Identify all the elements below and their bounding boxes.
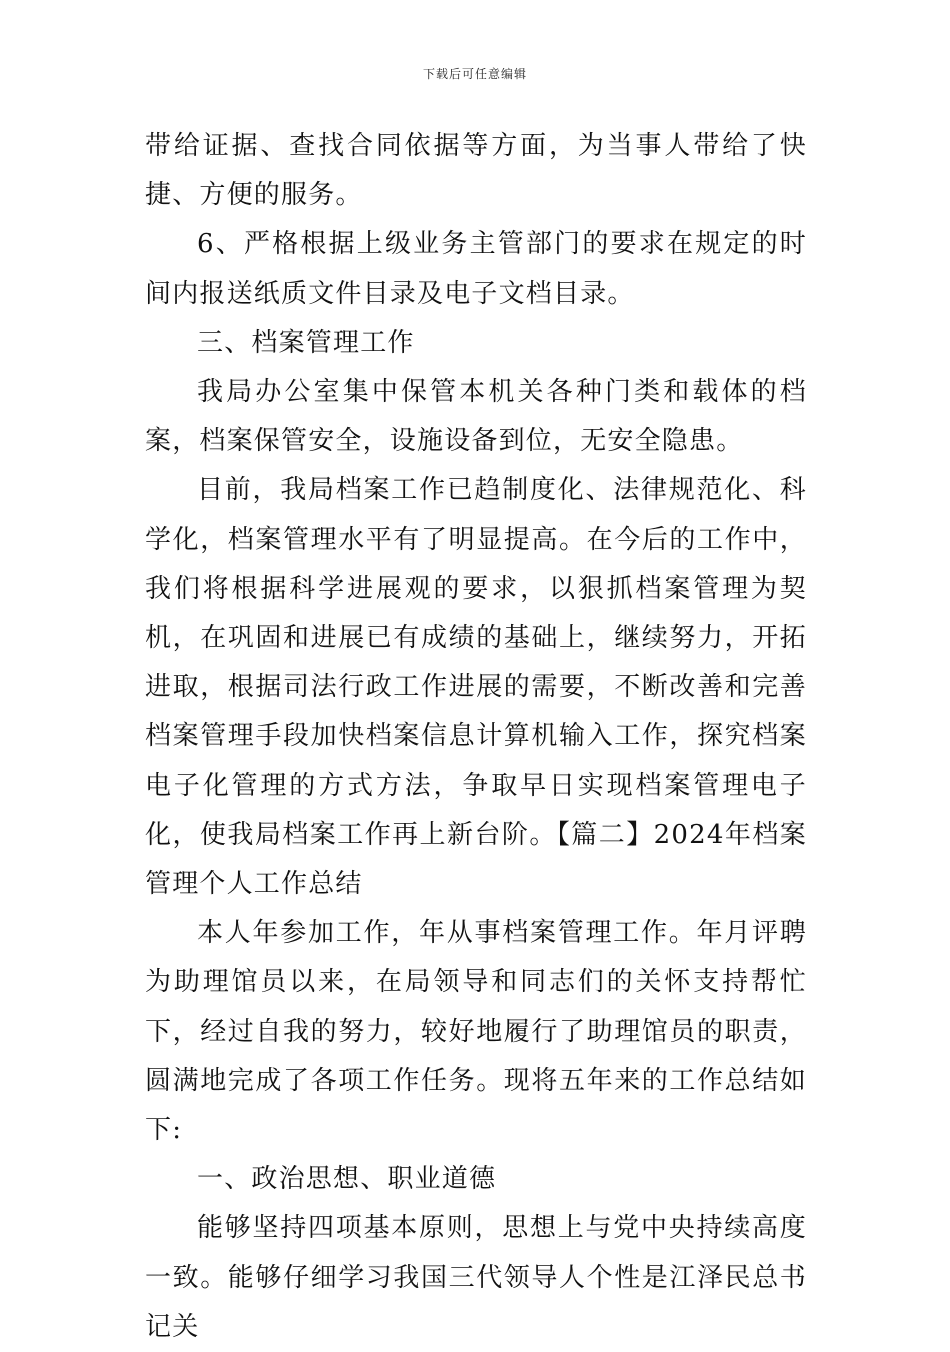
paragraph: 我局办公室集中保管本机关各种门类和载体的档案，档案保管安全，设施设备到位，无安全隐患。 [145,377,807,457]
page-header: 下载后可任意编辑 [422,67,527,81]
paragraph: 本人年参加工作，年从事档案管理工作。年月评聘为助理馆员以来，在局领导和同志们的关怀支持帮忙下，经过自我的努力，较好地履行了助理馆员的职责，圆满地完成了各项工作任务。现将五年来的工作总结如下: [145,918,807,1146]
paragraph: 带给证据、查找合同依据等方面，为当事人带给了快捷、方便的服务。 [145,131,807,211]
paragraph: 6、严格根据上级业务主管部门的要求在规定的时间内报送纸质文件目录及电子文档目录。 [145,229,807,309]
paragraph: 能够坚持四项基本原则，思想上与党中央持续高度一致。能够仔细学习我国三代领导人个性是江泽民总书记关 [145,1213,807,1342]
document-body [145,122,807,1352]
section-heading: 一、政治思想、职业道德 [197,1164,497,1195]
section-heading: 三、档案管理工作 [197,327,415,358]
paragraph: 目前，我局档案工作已趋制度化、法律规范化、科学化，档案管理水平有了明显提高。在今后的工作中，我们将根据科学进展观的要求，以狠抓档案管理为契机，在巩固和进展已有成绩的基础上，继续努力，开拓进取，根据司法行政工作进展的需要，不断改善和完善档案管理手段加快档案信息计算机输入工作，探究档案电子化管理的方式方法，争取早日实现档案管理电子化，使我局档案工作再上新台阶。【篇二】2024年档案管理个人工作总结 [145,475,807,900]
